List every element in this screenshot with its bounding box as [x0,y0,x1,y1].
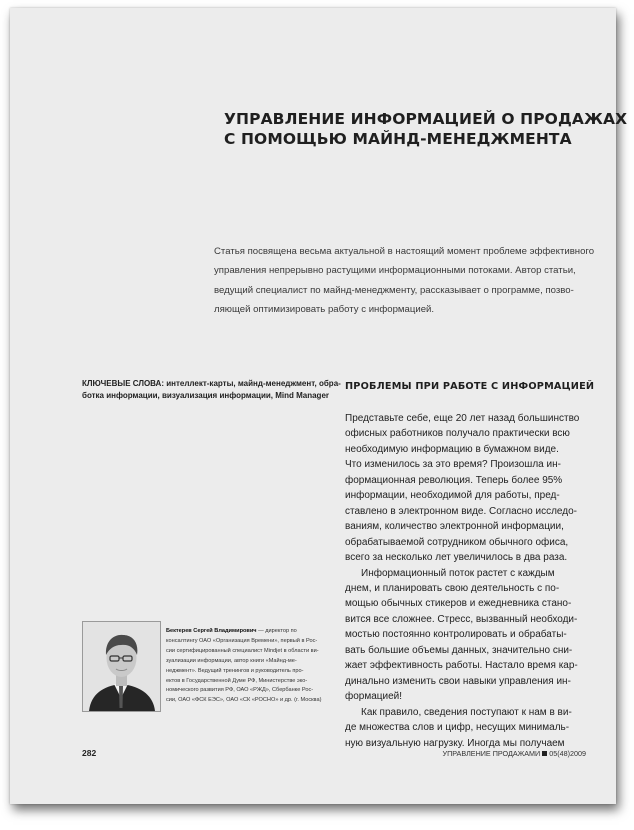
keywords-block [82,378,341,402]
bio-line: сии сертифицированный специалист Mindjet в области ви- [166,647,319,654]
article-title [224,109,628,149]
body-line: вится все сложнее. Стресс, вызванный необходи- [345,613,578,625]
body-line: жает эффективность работы. Настало время кар- [345,660,578,672]
page-number: 282 [82,748,97,758]
article-body [345,411,607,751]
lead-line: ляющей оптимизировать работу с информацией. [214,303,435,315]
bio-line: консалтингу ОАО «Организация Времени», первый в Рос- [166,637,318,644]
journal-name: УПРАВЛЕНИЕ ПРОДАЖАМИ [442,749,541,758]
author-photo [82,621,161,712]
body-line: вать большие объемы данных, значительно сни- [345,644,573,656]
bio-line: номического развития РФ, ОАО «РЖД», Сбербанке Рос- [166,687,314,694]
body-line: формационная революция. Теперь более 95% [345,474,563,486]
running-footer [443,749,586,758]
body-line: формацией! [345,691,403,703]
bio-line: неджмент». Ведущий тренингов и руководитель про- [166,667,304,674]
body-line: обрабатываемой сотрудником обычного офиса, [345,536,569,548]
body-line: мощью обычных стикеров и ежедневника стано- [345,598,572,610]
bio-line: сии, ОАО «ФСК ЕЭС», ОАО «СК «РОСНО» и др. (г. Москва) [166,697,322,704]
lead-line: Статья посвящена весьма актуальной в настоящий момент проблеме эффективного [214,246,595,257]
body-line: мостью постоянно контролировать и обрабаты- [345,629,567,641]
body-line: Что изменилось за это время? Произошла ин- [345,459,561,471]
bio-line: ектов в Государственной Думе РФ, Министерстве эко- [166,677,308,684]
article-lead [214,242,606,319]
body-line: днем, и планировать свою деятельность с по- [345,582,560,594]
author-portrait-icon [83,622,160,711]
body-line: ную визуальную нагрузку. Иногда мы получаем [345,737,565,749]
author-name: Бектерев Сергей Владимирович [166,628,257,634]
bio-line [166,627,334,637]
body-line: ставлено в электронном виде. Согласно исследо- [345,505,578,517]
section-heading: ПРОБЛЕМЫ ПРИ РАБОТЕ С ИНФОРМАЦИЕЙ [345,381,595,392]
body-line: всего за несколько лет увеличилось в два раза. [345,552,568,564]
keywords-label: КЛЮЧЕВЫЕ СЛОВА: [82,379,164,388]
lead-line: ведущий специалист по майнд-менеджменту, рассказывает о программе, позво- [214,284,574,296]
body-line: Как правило, сведения поступают к нам в ви- [361,706,572,718]
square-bullet-icon [542,751,547,756]
bio-line: зуализации информации, автор книги «Майнд-ме- [166,657,297,664]
keywords-line [82,378,341,390]
magazine-page [10,8,628,804]
body-line: Информационный поток растет с каждым [361,567,555,579]
title-line: УПРАВЛЕНИЕ ИНФОРМАЦИЕЙ О ПРОДАЖАХ [224,110,628,128]
body-line: ваниям, количество электронной информации, [345,521,564,533]
issue-number: 05(48)2009 [549,749,586,758]
body-line: Представьте себе, еще 20 лет назад большинство [345,413,580,424]
body-line: де множества слов и цифр, несущих минималь- [345,722,570,734]
body-line: информации, необходимой для работы, пред- [345,490,560,502]
keywords-text: интеллект-карты, майнд-менеджмент, обра- [164,379,341,388]
bio-text: — директор по [256,628,297,634]
keywords-line: ботка информации, визуализация информации, Mind Manager [82,391,330,400]
body-line: офисных работников получало практически всю [345,428,570,440]
body-line: необходимую информацию в бумажном виде. [345,443,559,455]
author-bio [166,627,334,706]
lead-line: управления непрерывно растущими информационными потоками. Автор статьи, [214,265,576,277]
title-line: С ПОМОЩЬЮ МАЙНД-МЕНЕДЖМЕНТА [224,130,572,148]
body-line: динально изменить свои навыки управления ин- [345,675,571,687]
